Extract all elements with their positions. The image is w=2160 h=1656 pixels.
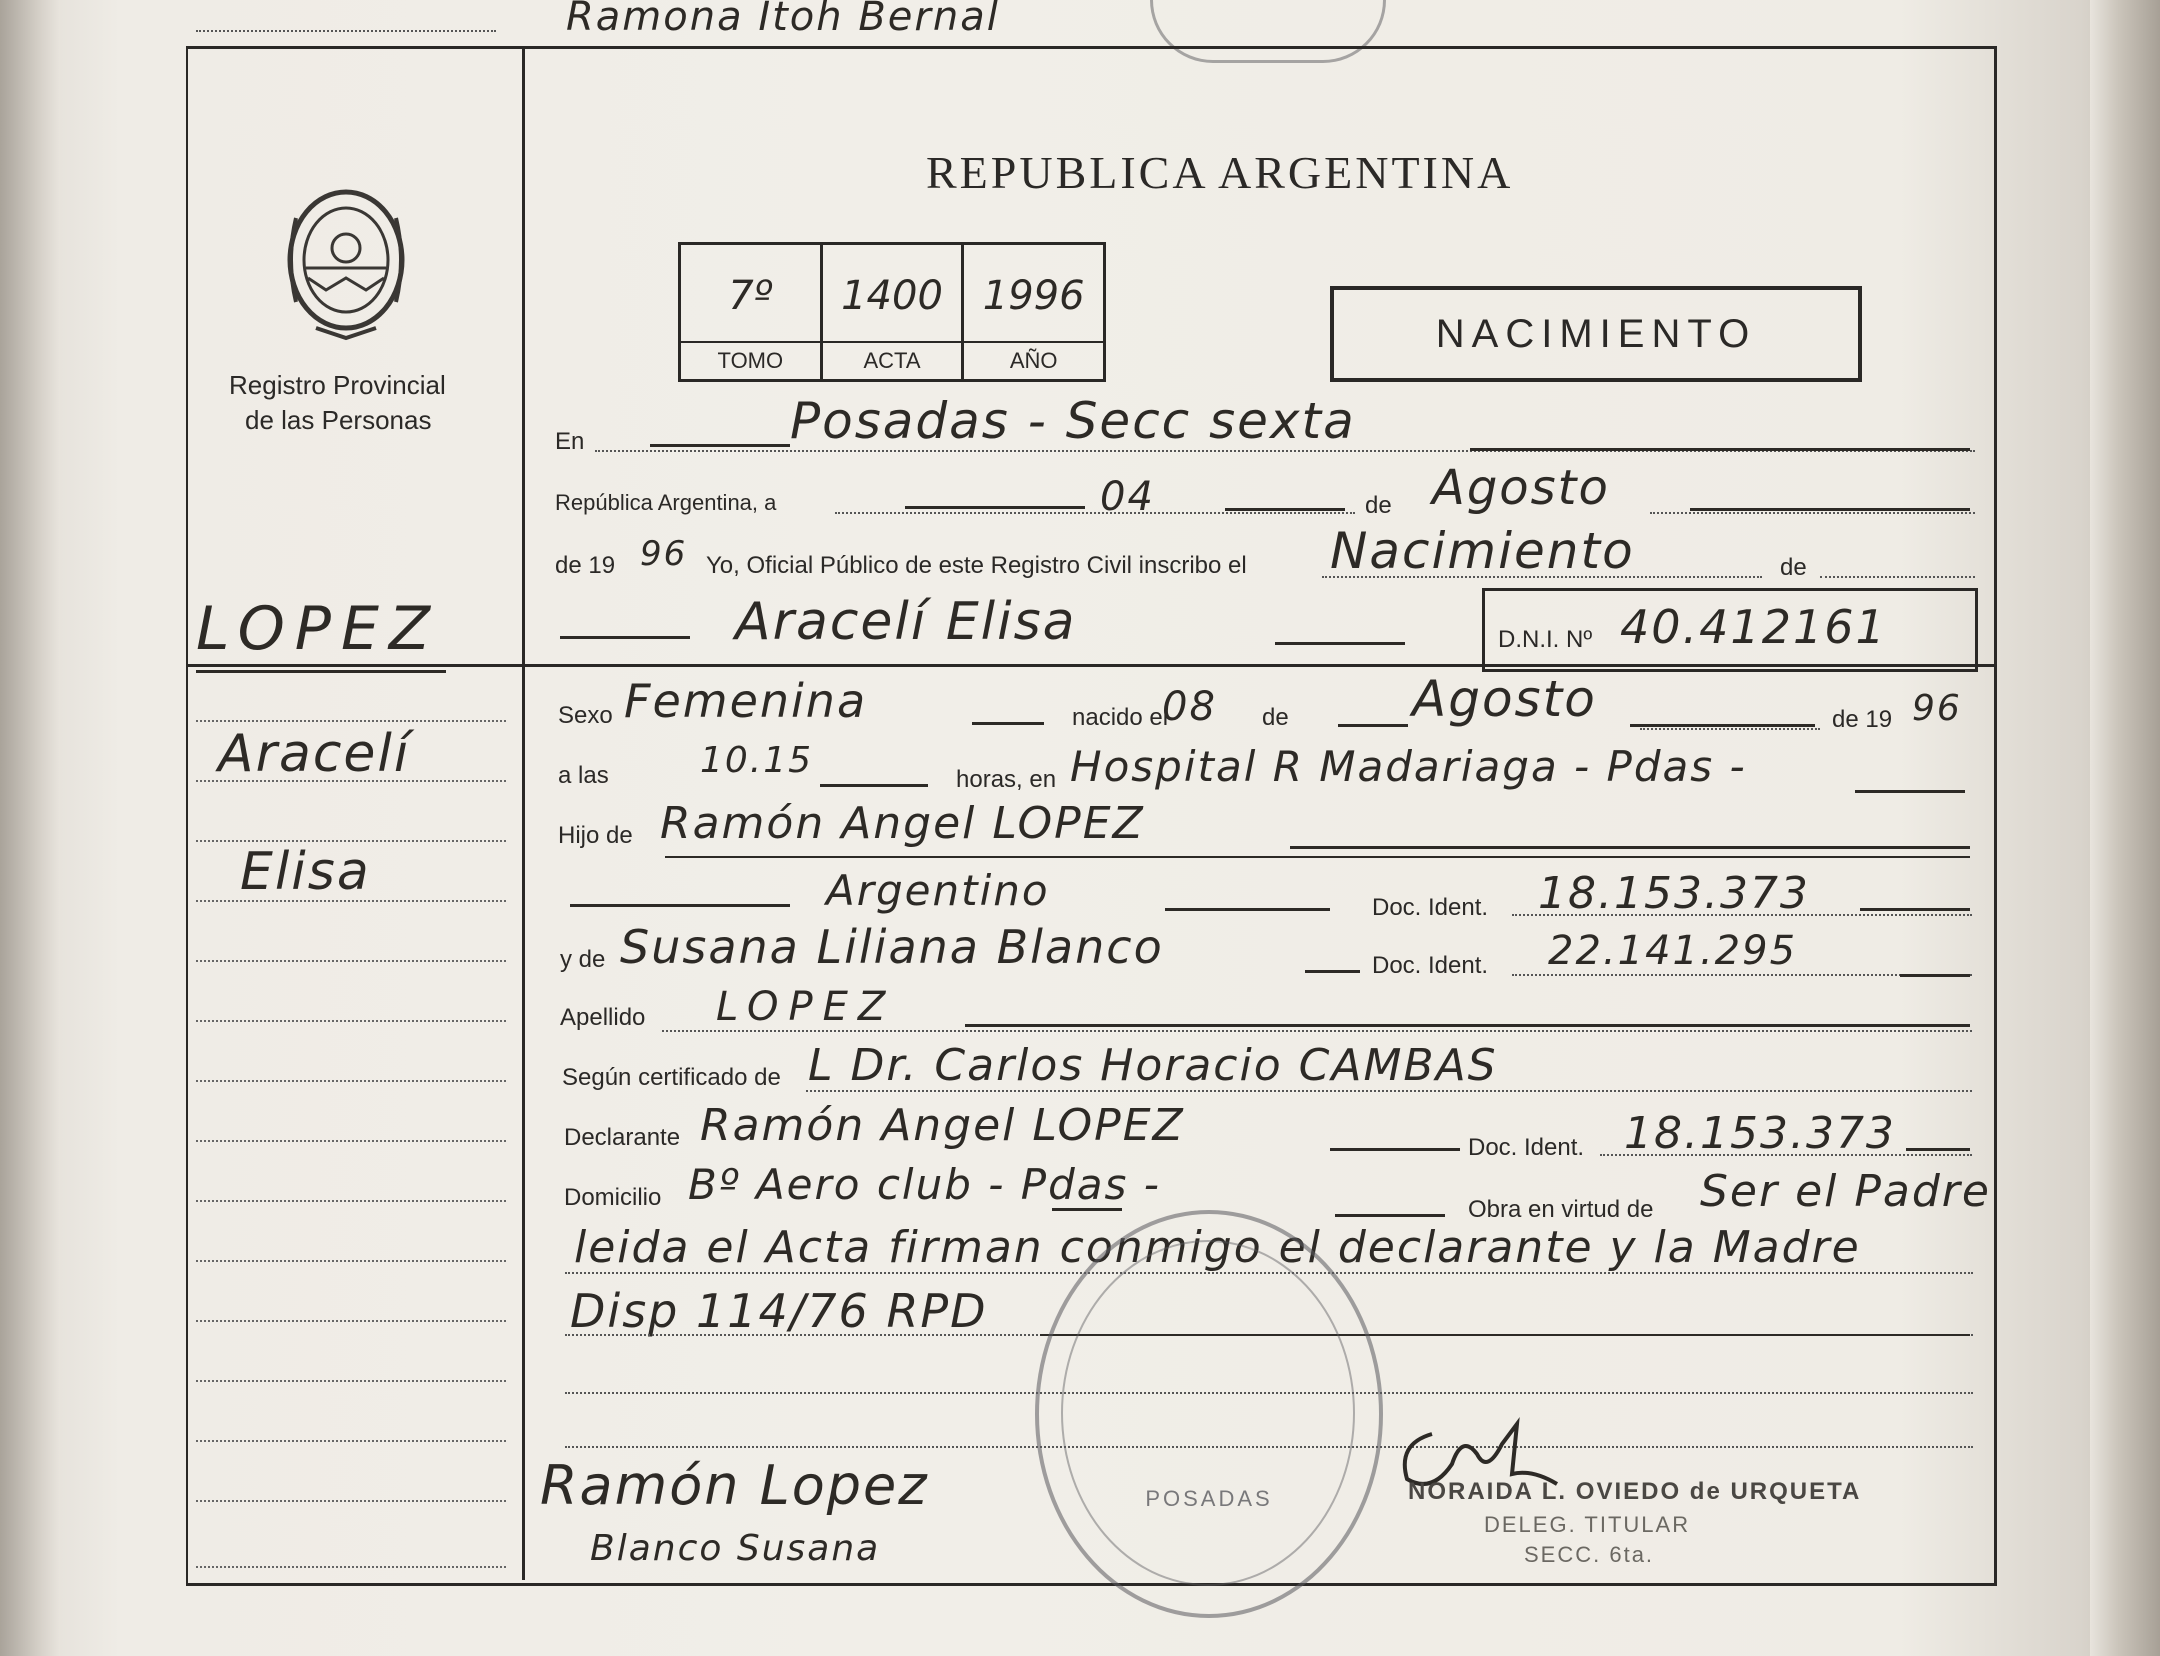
hw-event: Nacimiento [1330,522,1635,580]
anio-label: AÑO [964,341,1103,379]
hw-birth-month: Agosto [1412,670,1597,728]
pen-rule [1225,508,1345,511]
previous-record-strip [186,0,1992,46]
margin-line [196,1500,506,1502]
pen-rule [1338,724,1408,727]
hw-address: Bº Aero club - Pdas - [688,1160,1161,1209]
hw-mother-doc: 22.141.295 [1548,928,1798,974]
label-horas-en: horas, en [956,766,1057,793]
pen-rule [1290,846,1970,849]
hw-father-doc: 18.153.373 [1538,868,1810,919]
margin-line [196,1200,506,1202]
seal-inner-ring [1061,1240,1355,1586]
anio-value: 1996 [982,273,1085,319]
margin-line [196,1260,506,1262]
registry-name-line1: Registro Provincial [229,370,446,400]
hw-father: Ramón Angel LOPEZ [660,798,1145,849]
label-de-19: de 19 [555,552,616,579]
acta-value: 1400 [841,273,943,319]
dotted-line [835,512,1355,514]
hw-declarant-doc: 18.153.373 [1624,1108,1896,1159]
hw-note-line2: Disp 114/76 RPD [570,1284,988,1338]
hw-hour: 10.15 [700,740,814,781]
official-round-seal [1035,1210,1383,1618]
margin-name2: Elisa [240,842,371,902]
pen-rule [1275,642,1405,645]
hw-year-suffix: 96 [640,534,688,574]
pen-rule [1165,908,1330,911]
hw-day: 04 [1100,474,1155,520]
page-edge [2090,0,2160,1656]
pen-rule [1900,974,1970,977]
pen-rule [972,722,1044,725]
label-doc-ident3: Doc. Ident. [1468,1134,1585,1161]
dotted-line [1650,512,1975,514]
label-segun-cert: Según certificado de [562,1064,781,1091]
margin-divider [522,46,525,1580]
stamp-official-role: DELEG. TITULAR [1484,1512,1691,1537]
stamp-official-name: NORAIDA L. OVIEDO de URQUETA [1408,1478,1862,1505]
margin-line [196,780,506,782]
margin-line [196,720,506,722]
margin-line [196,1080,506,1082]
record-type-box: NACIMIENTO [1330,286,1862,382]
acta-label: ACTA [823,341,962,379]
signature-mother: Blanco Susana [590,1528,881,1569]
label-y-de: y de [560,946,606,973]
register-table [678,242,1106,382]
margin-line [196,960,506,962]
hw-child-name: Aracelí Elisa [735,592,1077,652]
provincial-coat-of-arms-icon [276,178,416,342]
pen-rule [665,856,1970,858]
margin-surname: LOPEZ [196,594,441,664]
label-yo-oficial: Yo, Oficial Público de este Registro Civil inscribo el [706,552,1247,579]
pen-rule [1630,724,1815,727]
pen-rule [196,670,446,673]
hw-birth-day: 08 [1162,684,1217,730]
label-a-las: a las [558,762,609,789]
dotted-line [662,1030,1972,1032]
label-sexo: Sexo [558,702,613,729]
pen-rule [965,1024,1970,1027]
anio-cell [964,245,1103,379]
margin-line [196,1566,506,1568]
hw-declarant: Ramón Angel LOPEZ [700,1100,1185,1151]
label-de2: de [1780,554,1807,581]
label-obra-virtud: Obra en virtud de [1468,1196,1654,1223]
hw-nationality: Argentino [826,866,1050,915]
label-doc-ident2: Doc. Ident. [1372,952,1489,979]
dotted-line [1640,728,1820,730]
margin-line [196,1380,506,1382]
label-republica-a: República Argentina, a [555,490,777,515]
hw-certificate: L Dr. Carlos Horacio CAMBAS [808,1040,1498,1091]
hw-birth-year-suffix: 96 [1912,688,1962,729]
dotted-line [196,30,496,32]
hw-place: Posadas - Secc sexta [790,392,1356,450]
margin-line [196,900,506,902]
label-nacido-el: nacido el [1072,704,1169,731]
label-domicilio: Domicilio [564,1184,662,1211]
hw-dni: 40.412161 [1620,600,1887,654]
pen-rule [1906,1148,1970,1151]
dotted-line [1820,576,1975,578]
hw-month: Agosto [1432,460,1610,516]
label-dni: D.N.I. Nº [1498,626,1593,653]
registry-name-line2: de las Personas [245,405,432,435]
pen-rule [650,444,790,447]
tomo-cell [681,245,823,379]
hw-hospital: Hospital R Madariaga - Pdas - [1070,742,1747,791]
pen-rule [1470,448,1970,451]
label-de3: de [1262,704,1289,731]
label-hijo-de: Hijo de [558,822,633,849]
hw-surname: LOPEZ [716,984,896,1030]
label-de: de [1365,492,1392,519]
pen-rule [1052,1208,1122,1211]
hw-note-line1: leida el Acta firman conmigo el declarante y la Madre [574,1222,1861,1273]
pen-rule [1330,1148,1460,1151]
pen-rule [1690,508,1970,511]
hw-mother: Susana Liliana Blanco [620,920,1164,974]
margin-line [196,840,506,842]
dotted-line [806,1090,1972,1092]
book-binding [0,0,60,1656]
hw-sex: Femenina [624,674,868,728]
pen-rule [570,904,790,907]
label-en: En [555,428,585,455]
label-declarante: Declarante [564,1124,681,1151]
tomo-value: 7º [728,273,773,319]
margin-line [196,1320,506,1322]
pen-rule [1305,970,1360,973]
label-doc-ident: Doc. Ident. [1372,894,1489,921]
country-title: REPUBLICA ARGENTINA [926,147,1514,198]
pen-rule [1855,790,1965,793]
seal-city: POSADAS [1145,1486,1273,1511]
margin-line [196,1140,506,1142]
margin-name1: Aracelí [218,724,411,784]
pen-rule [1860,908,1970,911]
pen-rule [905,506,1085,509]
label-apellido: Apellido [560,1004,646,1031]
margin-line [196,1440,506,1442]
previous-signature: Ramona Itoh Bernal [566,0,1000,40]
stamp-official-section: SECC. 6ta. [1524,1542,1655,1567]
pen-rule [560,636,690,639]
pen-rule [820,784,928,787]
margin-line [196,1020,506,1022]
acta-cell [823,245,965,379]
signature-father: Ramón Lopez [540,1454,929,1517]
tomo-label: TOMO [681,341,820,379]
pen-rule [1335,1214,1445,1217]
hw-virtue: Ser el Padre [1700,1166,1991,1217]
label-de-19b: de 19 [1832,706,1893,733]
